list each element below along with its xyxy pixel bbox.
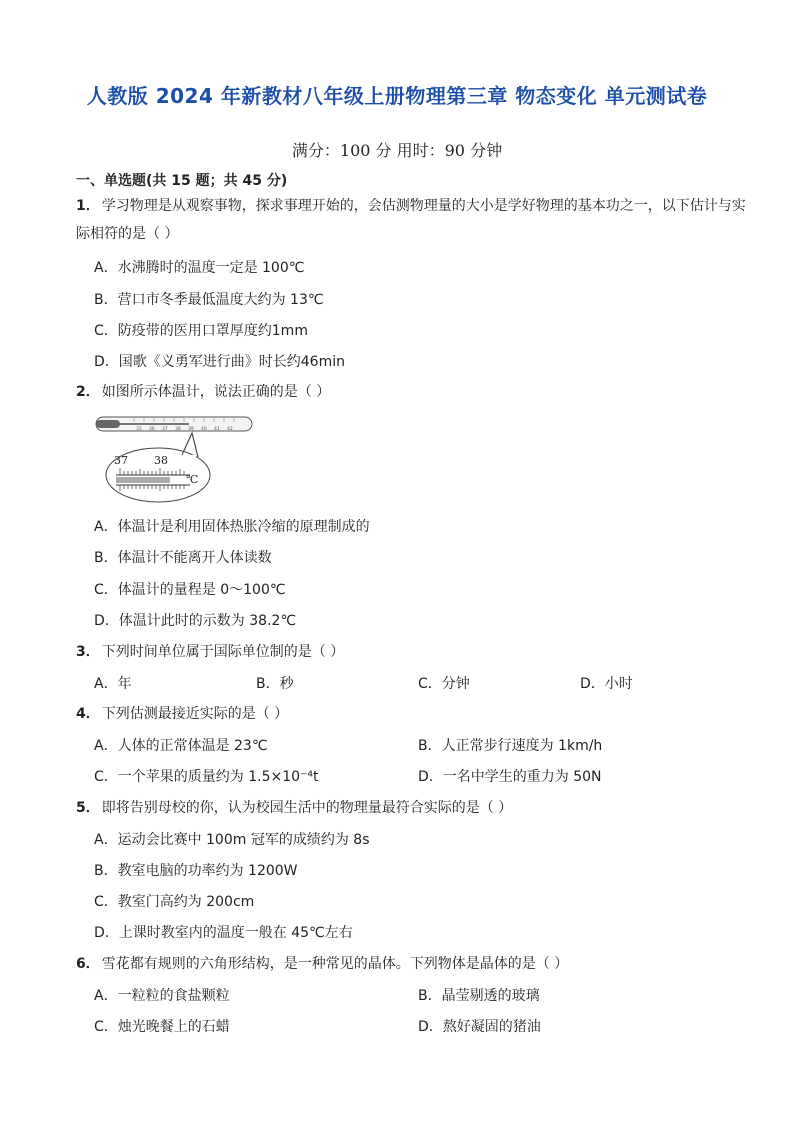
scale-label: 42 — [227, 427, 233, 432]
zoom-label-right: 38 — [154, 454, 168, 467]
option-4a[interactable]: A．人体的正常体温是 23℃ — [94, 738, 268, 754]
score-time-info: 满分：100 分 用时：90 分钟 — [291, 141, 503, 160]
question-text: 即将告别母校的你，认为校园生活中的物理量最符合实际的是（ ） — [101, 800, 513, 816]
option-2d[interactable]: D．体温计此时的示数为 38.2℃ — [94, 613, 297, 629]
scale-label: 41 — [214, 427, 220, 432]
question-5 — [76, 794, 746, 822]
question-2 — [76, 378, 746, 406]
question-text: 雪花都有规则的六角形结构，是一种常见的晶体。下列物体是晶体的是（ ） — [101, 956, 569, 972]
option-2a[interactable]: A．体温计是利用固体热胀冷缩的原理制成的 — [94, 519, 370, 535]
scale-label: 36 — [149, 427, 155, 432]
question-text: 下列时间单位属于国际单位制的是（ ） — [101, 644, 345, 660]
question-number: 3． — [76, 644, 100, 660]
option-4d[interactable]: D．一名中学生的重力为 50N — [418, 769, 602, 785]
option-5c[interactable]: C．教室门高约为 200cm — [94, 894, 255, 910]
option-3c[interactable]: C．分钟 — [418, 676, 470, 692]
unit-label: ℃ — [186, 473, 199, 486]
option-1b[interactable]: B．营口市冬季最低温度大约为 13℃ — [94, 292, 324, 308]
option-3a[interactable]: A．年 — [94, 676, 132, 692]
zoom-label-left: 37 — [114, 454, 128, 467]
option-6c[interactable]: C．烛光晚餐上的石蜡 — [94, 1019, 230, 1035]
question-number: 6． — [76, 956, 100, 972]
option-3b[interactable]: B．秒 — [256, 676, 294, 692]
question-number: 5． — [76, 800, 100, 816]
option-5b[interactable]: B．教室电脑的功率约为 1200W — [94, 863, 298, 879]
page-title: 人教版 2024 年新教材八年级上册物理第三章 物态变化 单元测试卷 — [86, 84, 708, 108]
thermometer-diagram — [94, 413, 264, 513]
question-number: 4． — [76, 706, 100, 722]
question-6 — [76, 950, 746, 978]
thermometer-bulb — [96, 420, 120, 428]
scale-label: 39 — [188, 427, 194, 432]
option-2c[interactable]: C．体温计的量程是 0～100℃ — [94, 582, 286, 598]
option-2b[interactable]: B．体温计不能离开人体读数 — [94, 550, 272, 566]
option-5a[interactable]: A．运动会比赛中 100m 冠军的成绩约为 8s — [94, 832, 370, 848]
option-1a[interactable]: A．水沸腾时的温度一定是 100℃ — [94, 260, 305, 276]
zoom-mercury — [116, 477, 170, 483]
thermometer-figure — [94, 413, 264, 513]
question-text: 如图所示体温计，说法正确的是（ ） — [101, 384, 331, 400]
option-4b[interactable]: B．人正常步行速度为 1km/h — [418, 738, 603, 754]
question-1 — [76, 192, 746, 248]
scale-label: 38 — [175, 427, 181, 432]
scale-label: 35 — [136, 427, 142, 432]
question-number: 1． — [76, 198, 100, 214]
option-1d[interactable]: D．国歌《义勇军进行曲》时长约46min — [94, 354, 345, 370]
question-4 — [76, 700, 746, 728]
option-6a[interactable]: A．一粒粒的食盐颗粒 — [94, 988, 230, 1004]
option-3d[interactable]: D．小时 — [580, 676, 633, 692]
scale-label: 40 — [201, 427, 207, 432]
question-3 — [76, 638, 746, 666]
option-1c[interactable]: C．防疫带的医用口罩厚度约1mm — [94, 323, 308, 339]
question-text: 下列估测最接近实际的是（ ） — [101, 706, 289, 722]
option-6d[interactable]: D．熬好凝固的猪油 — [418, 1019, 541, 1035]
option-6b[interactable]: B．晶莹剔透的玻璃 — [418, 988, 540, 1004]
question-text: 学习物理是从观察事物，探求事理开始的，会估测物理量的大小是学好物理的基本功之一，以下估计与实际相符的是（ ） — [76, 198, 746, 242]
option-4c[interactable]: C．一个苹果的质量约为 1.5×10⁻⁴t — [94, 769, 319, 785]
section-heading: 一、单选题(共 15 题；共 45 分) — [76, 173, 288, 189]
option-5d[interactable]: D．上课时教室内的温度一般在 45℃左右 — [94, 925, 353, 941]
question-number: 2． — [76, 384, 100, 400]
scale-label: 37 — [162, 427, 168, 432]
